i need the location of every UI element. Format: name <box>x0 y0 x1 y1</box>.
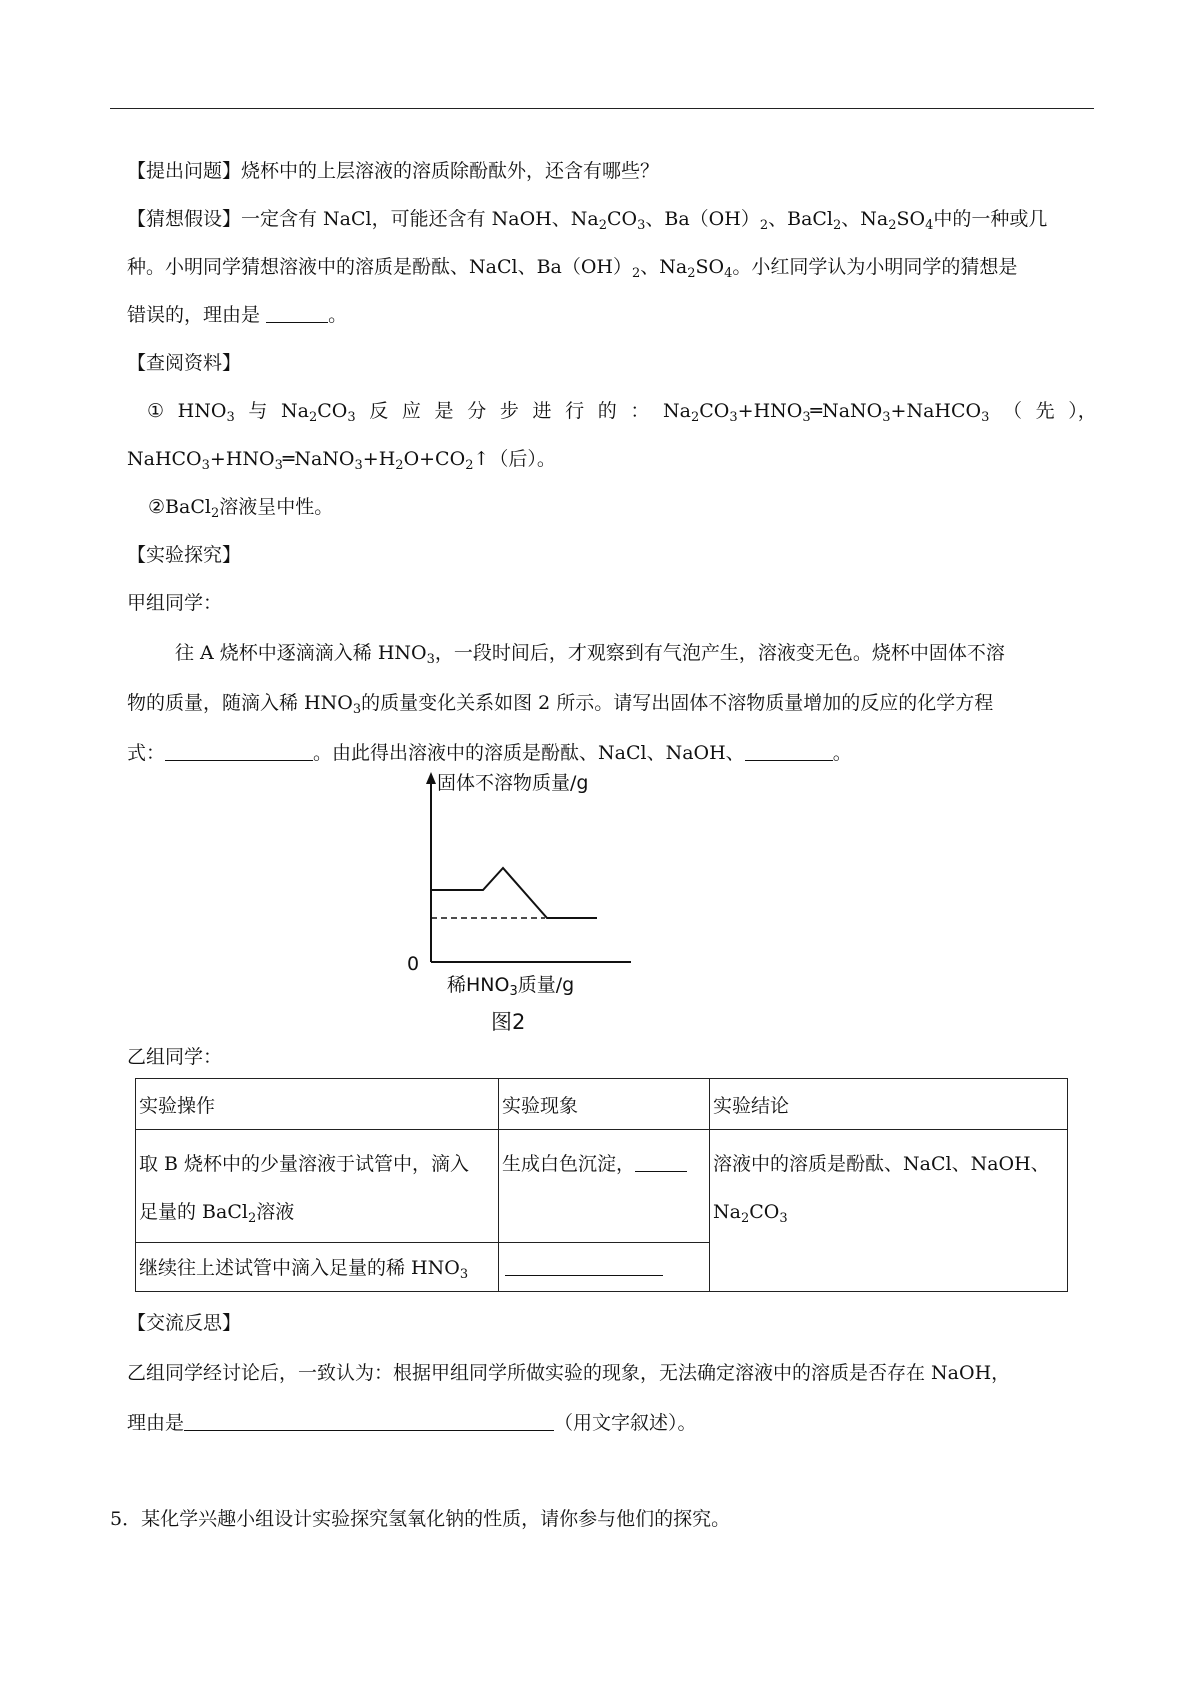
experiment-table <box>135 1078 1068 1292</box>
group-a-label: 甲组同学： <box>127 592 223 614</box>
answer-blank-reflection[interactable] <box>184 1412 554 1431</box>
origin-label: 0 <box>407 953 420 975</box>
reference-heading: 【查阅资料】 <box>127 352 242 374</box>
figure-caption: 图2 <box>491 1010 526 1034</box>
answer-blank-observation-2[interactable] <box>505 1257 663 1276</box>
row1-observation: 生成白色沉淀， <box>499 1130 710 1243</box>
header-rule <box>110 108 1094 109</box>
reflection-line-1: 乙组同学经讨论后，一致认为：根据甲组同学所做实验的现象，无法确定溶液中的溶质是否存在 NaOH， <box>127 1362 1011 1384</box>
group-a-paragraph-line-2: 物的质量，随滴入稀 $HNO_3$的质量变化关系如图 2 所示。请写出固体不溶物质量增加的反应的化学方程 <box>127 692 994 717</box>
header-observation: 实验现象 <box>499 1079 710 1130</box>
problem-question: 【提出问题】烧杯中的上层溶液的溶质除酚酞外，还含有哪些？ <box>127 160 660 182</box>
experiment-heading: 【实验探究】 <box>127 544 242 566</box>
reflection-line-2: 理由是 （用文字叙述）。 <box>127 1412 697 1434</box>
group-a-paragraph-line-3: 式： 。由此得出溶液中的溶质是酚酞、NaCl、NaOH、 。 <box>127 742 852 764</box>
reference-item-2: ②BaCl$_2$溶液呈中性。 <box>148 496 334 521</box>
row2-observation <box>499 1243 710 1292</box>
hypothesis-line-3: 错误的，理由是 。 <box>127 304 348 326</box>
x-axis-label: 稀$HNO_3$质量/g <box>447 974 575 999</box>
row1-operation: 取 B 烧杯中的少量溶液于试管中，滴入 足量的 BaCl$_2$溶液 <box>136 1130 499 1243</box>
table-header-row <box>136 1079 1068 1130</box>
reference-item-1-line-1: ① $HNO_3$ 与 $Na_2CO_3$ 反 应 是 分 步 进 行 的 ： $Na_2CO_3+HNO_3═NaNO_3+NaHCO_3$ （ 先 ）， <box>147 400 1097 425</box>
answer-blank-solute[interactable] <box>745 742 833 761</box>
answer-blank-equation[interactable] <box>165 742 313 761</box>
figure-2-graph <box>395 770 655 1000</box>
header-operation: 实验操作 <box>136 1079 499 1130</box>
hypothesis-line-2: 种。小明同学猜想溶液中的溶质是酚酞、NaCl、$Ba(OH)_2$、$Na_2SO_4$。小红同学认为小明同学的猜想是 <box>127 256 1018 281</box>
y-axis-arrow <box>426 772 436 784</box>
row2-operation: 继续往上述试管中滴入足量的稀 $HNO_3$ <box>136 1243 499 1292</box>
question-5: 5．某化学兴趣小组设计实验探究氢氧化钠的性质，请你参与他们的探究。 <box>110 1508 731 1530</box>
group-b-label: 乙组同学： <box>127 1046 223 1068</box>
solid-mass-curve <box>431 868 597 918</box>
reflection-heading: 【交流反思】 <box>127 1312 242 1334</box>
figure-2 <box>395 770 655 1034</box>
group-a-paragraph-line-1: 往 A 烧杯中逐滴滴入稀 $HNO_3$，一段时间后，才观察到有气泡产生，溶液变无色。烧杯中固体不溶 <box>175 642 1005 667</box>
answer-blank-reason[interactable] <box>266 304 328 323</box>
table-row <box>136 1130 1068 1243</box>
conclusion-cell: 溶液中的溶质是酚酞、NaCl、NaOH、 $Na_2CO_3$ <box>710 1130 1068 1292</box>
hypothesis-line-1: 【猜想假设】一定含有 NaCl，可能还含有 NaOH、$Na_2CO_3$、$Ba(OH)_2$、BaCl$_2$、$Na_2SO_4$中的一种或几 <box>127 208 1048 233</box>
answer-blank-observation-1[interactable] <box>635 1153 687 1172</box>
y-axis-label: 固体不溶物质量/g <box>437 772 589 794</box>
reference-item-1-line-2: $NaHCO_3+HNO_3═NaNO_3+H_2O+CO_2↑$（后）。 <box>127 448 556 473</box>
header-conclusion: 实验结论 <box>710 1079 1068 1130</box>
